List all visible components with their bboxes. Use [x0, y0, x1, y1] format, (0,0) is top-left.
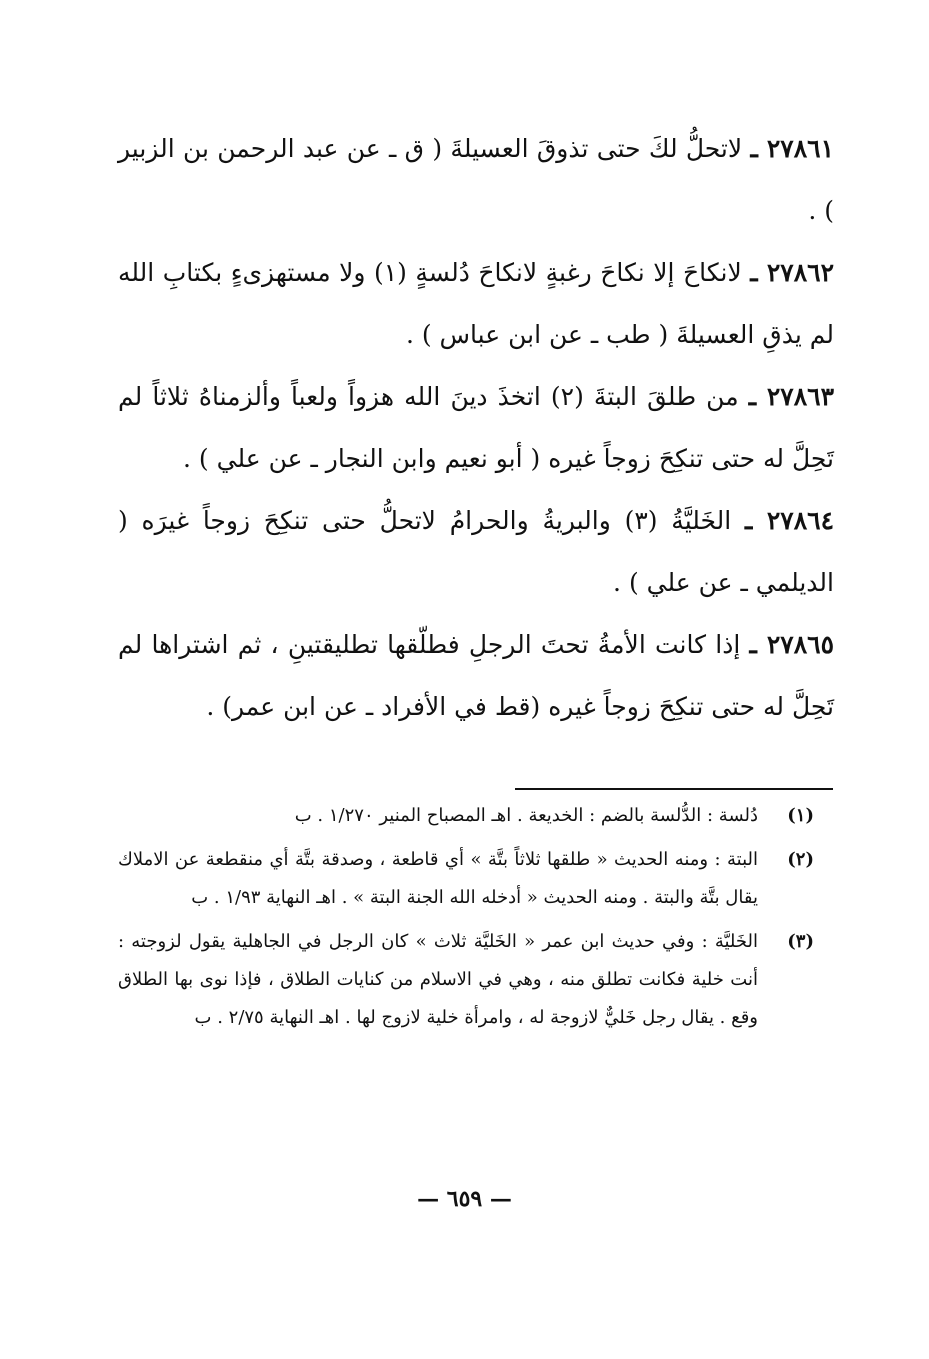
footnote-number: (١): [787, 805, 814, 826]
footnote-number: (٣): [787, 931, 814, 952]
footnote-text: الخَليَّة : وفي حديث ابن عمر « الخَليَّة ثلاث » كان الرجل في الجاهلية يقول لزوجته : أنت خلية فكانت تطلق منه ، وهي في الاسلام من كنايات الطلاق ، فإذا نوى بها الطلاق وقع . يقال رجل خَليٌّ لازوجة له ، وامرأة خلية لازوج لها . اهـ النهاية ٢/٧٥ . ب: [118, 931, 758, 1028]
entry-text: الخَليَّةُ (٣) والبريةُ والحرامُ لاتحلُّ حتى تنكِحَ زوجاً غيرَه ( الديلمي ـ عن علي ) .: [118, 506, 834, 597]
hadith-entries: [118, 118, 834, 738]
footnotes: [118, 797, 814, 1043]
entry-text: لاتحلُّ لكَ حتى تذوقَ العسيلةَ ( ق ـ عن عبد الرحمن بن الزبير ) .: [118, 134, 834, 225]
hadith-entry: [118, 366, 834, 490]
footnote-text: دُلسة : الدُّلسة بالضم : الخديعة . اهـ المصباح المنير ١/٢٧٠ . ب: [294, 805, 758, 826]
footnote-number: (٢): [787, 849, 814, 870]
hadith-entry: [118, 242, 834, 366]
footnote: [118, 841, 814, 917]
entry-number: ٢٧٨٦٣ ـ: [748, 382, 835, 411]
entry-text: إذا كانت الأمةُ تحتَ الرجلِ فطلّقها تطليقتينِ ، ثم اشتراها لم تَحِلَّ له حتى تنكِحَ زوجاً غيره (قط في الأفراد ـ عن ابن عمر) .: [118, 630, 834, 721]
entry-number: ٢٧٨٦٢ ـ: [750, 258, 835, 287]
footnote-divider: [515, 788, 833, 790]
entry-number: ٢٧٨٦٤ ـ: [745, 506, 834, 535]
entry-number: ٢٧٨٦١ ـ: [750, 134, 834, 163]
page-number: — ٦٥٩ —: [417, 1186, 512, 1212]
footnote-text: البتة : ومنه الحديث « طلقها ثلاثاً بتَّة » أي قاطعة ، وصدقة بتَّة أي منقطعة عن الاملاك يقال بتَّة والبتة . ومنه الحديث « أدخله الله الجنة البتة » . اهـ النهاية ١/٩٣ . ب: [118, 849, 758, 908]
entry-text: لانكاحَ إلا نكاحَ رغبةٍ لانكاحَ دُلسةٍ (١) ولا مستهزىءٍ بكتابِ الله لم يذقِ العسيلةَ ( طب ـ عن ابن عباس ) .: [118, 258, 834, 349]
entry-number: ٢٧٨٦٥ ـ: [749, 630, 835, 659]
hadith-entry: [118, 490, 834, 614]
footnote: [118, 923, 814, 1037]
hadith-entry: [118, 614, 834, 738]
entry-text: من طلقَ البتةَ (٢) اتخذَ دينَ الله هزواً ولعباً وألزمناهُ ثلاثاً لم تَحِلَّ له حتى تنكِحَ زوجاً غيره ( أبو نعيم وابن النجار ـ عن علي ) .: [118, 382, 834, 473]
hadith-entry: [118, 118, 834, 242]
footnote: [118, 797, 814, 835]
